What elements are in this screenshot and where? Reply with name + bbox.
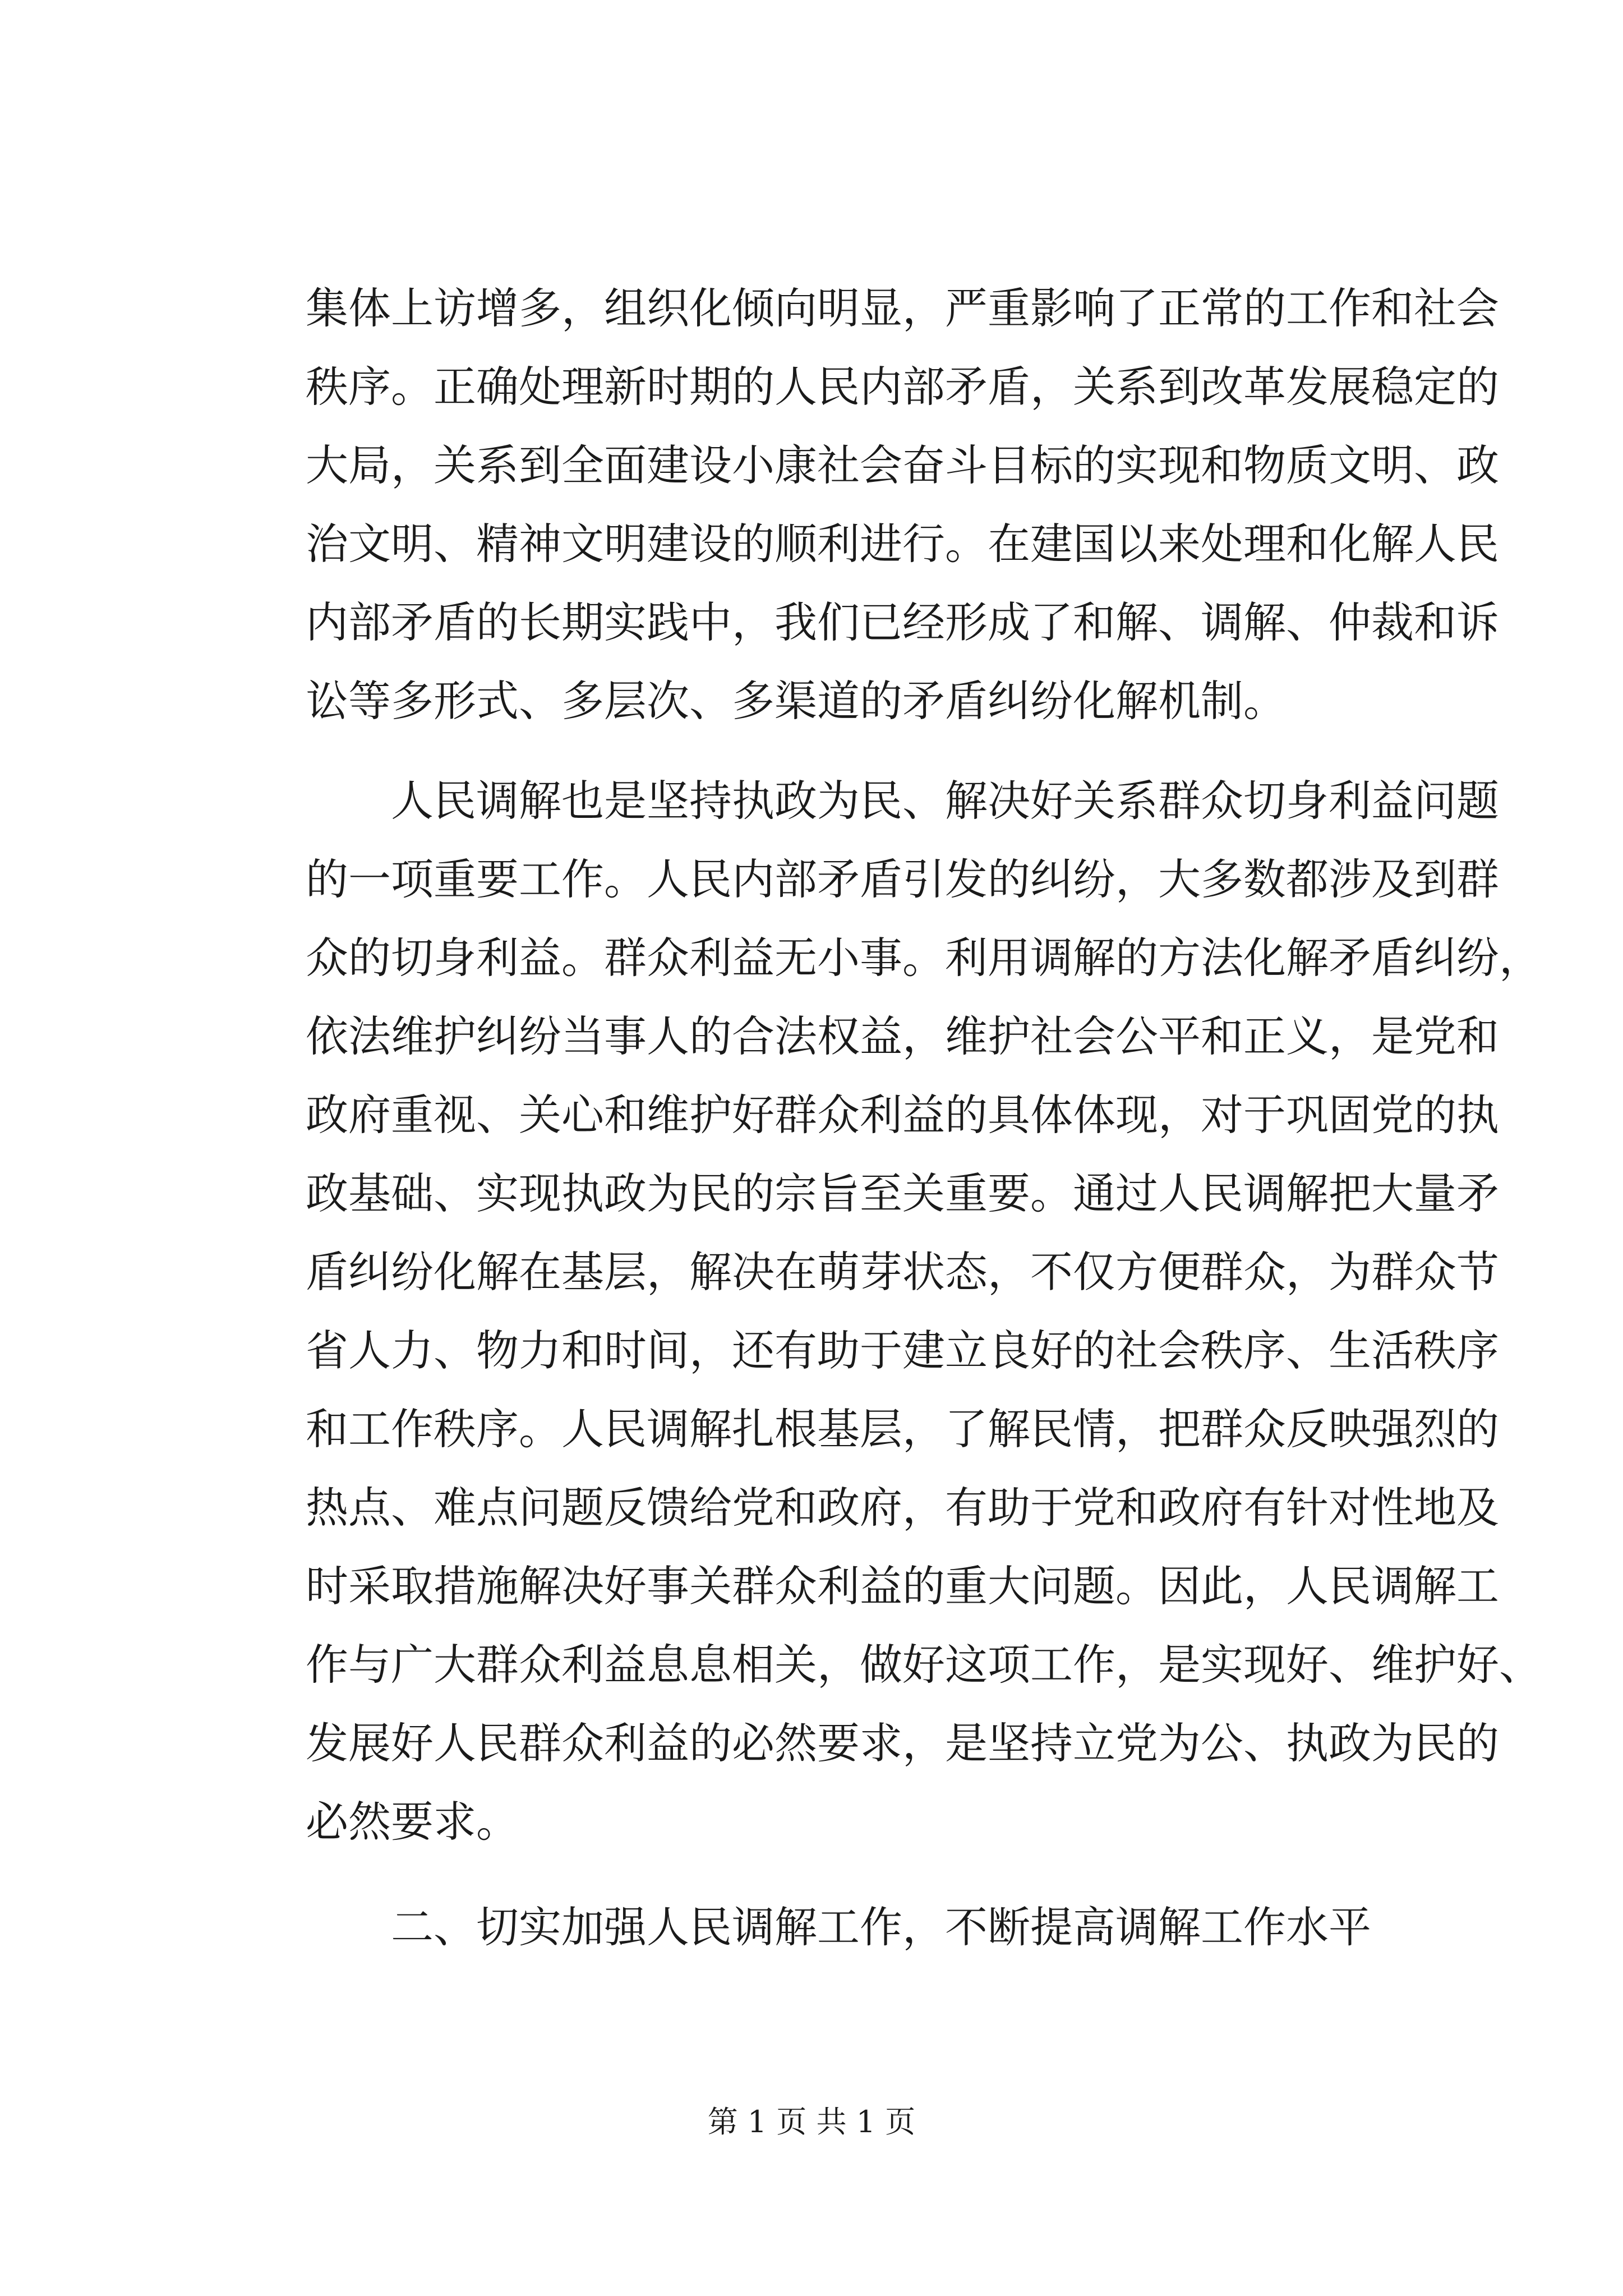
heading-spacer	[306, 1861, 1410, 1888]
text-line: 必然要求。	[306, 1797, 519, 1847]
text-line: 人民调解也是坚持执政为民、解决好关系群众切身利益问题	[391, 776, 1499, 826]
text-line: 依法维护纠纷当事人的合法权益，维护社会公平和正义，是党和	[306, 1011, 1499, 1061]
text-line: 和工作秩序。人民调解扎根基层，了解民情，把群众反映强烈的	[306, 1404, 1499, 1454]
text-line: 内部矛盾的长期实践中，我们已经形成了和解、调解、仲裁和诉	[306, 597, 1499, 647]
paragraph	[306, 269, 1499, 740]
text-line: 盾纠纷化解在基层，解决在萌芽状态，不仅方便群众，为群众节	[306, 1247, 1499, 1297]
text-line: 众的切身利益。群众利益无小事。利用调解的方法化解矛盾纠纷，	[306, 933, 1542, 983]
text-line: 省人力、物力和时间，还有助于建立良好的社会秩序、生活秩序	[306, 1326, 1499, 1375]
page-number-footer: 第 1 页 共 1 页	[707, 2104, 916, 2139]
text-line: 热点、难点问题反馈给党和政府，有助于党和政府有针对性地及	[306, 1483, 1499, 1533]
document-body	[306, 269, 1542, 1967]
paragraph	[306, 762, 1542, 1861]
text-line: 秩序。正确处理新时期的人民内部矛盾，关系到改革发展稳定的	[306, 362, 1499, 412]
text-line: 作与广大群众利益息息相关，做好这项工作，是实现好、维护好、	[306, 1640, 1542, 1690]
text-line: 的一项重要工作。人民内部矛盾引发的纠纷，大多数都涉及到群	[306, 854, 1499, 904]
text-line: 大局，关系到全面建设小康社会奋斗目标的实现和物质文明、政	[306, 440, 1499, 490]
text-line: 政基础、实现执政为民的宗旨至关重要。通过人民调解把大量矛	[306, 1168, 1499, 1218]
text-line: 讼等多形式、多层次、多渠道的矛盾纠纷化解机制。	[306, 676, 1286, 726]
text-line: 治文明、精神文明建设的顺利进行。在建国以来处理和化解人民	[306, 519, 1499, 569]
text-line: 集体上访增多，组织化倾向明显，严重影响了正常的工作和社会	[306, 283, 1499, 333]
text-line: 发展好人民群众利益的必然要求，是坚持立党为公、执政为民的	[306, 1718, 1499, 1768]
section-heading: 二、切实加强人民调解工作，不断提高调解工作水平	[391, 1902, 1371, 1952]
text-line: 时采取措施解决好事关群众利益的重大问题。因此，人民调解工	[306, 1561, 1499, 1611]
text-line: 政府重视、关心和维护好群众利益的具体体现，对于巩固党的执	[306, 1090, 1499, 1140]
paragraph-spacer	[306, 740, 1410, 762]
